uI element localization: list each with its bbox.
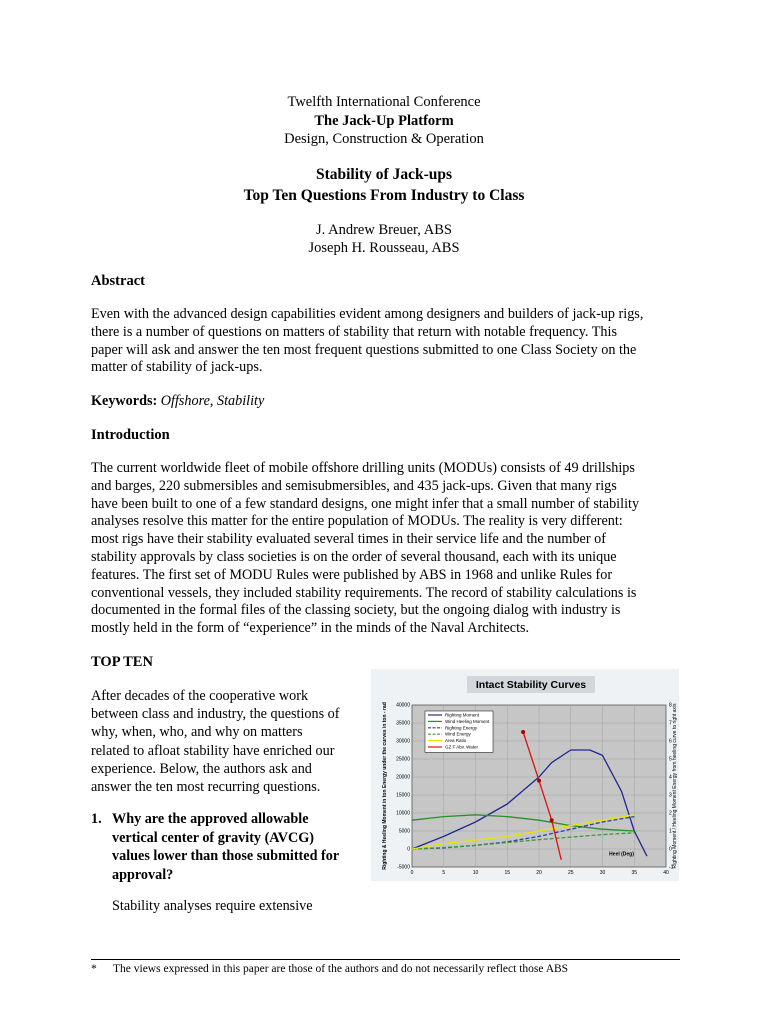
abstract-body [91,306,681,377]
text-line: Even with the advanced design capabilities evident among designers and builders of jack-up rigs, [91,306,644,322]
legend-label: GZ F Abv. Water [445,744,479,750]
text-line: have been built to one of a few standard designs, one might infer that a small number of stability [91,495,640,512]
platform-title: The Jack-Up Platform [314,113,454,129]
author-1: J. Andrew Breuer, ABS [316,222,452,238]
text-line: matter of stability of jack-ups. [91,359,263,376]
x-tick-label: 10 [472,870,479,876]
x-tick-label: 25 [567,870,574,876]
abstract-heading: Abstract [91,273,145,289]
y-tick-label: 35000 [396,720,410,727]
x-tick-label: 35 [631,870,638,876]
y2-tick-label: 6 [669,738,672,745]
conference-name: Twelfth International Conference [287,94,481,110]
text-line: mostly held in the form of “experience” in the minds of the Naval Architects. [91,620,530,637]
footnote-rule [91,959,680,960]
text-line: The current worldwide fleet of mobile offshore drilling units (MODUs) consists of 49 drillships [91,460,635,476]
y-tick-label: 5000 [398,828,410,835]
x-tick-label: 20 [536,870,542,876]
chart-title: Intact Stability Curves [475,679,587,691]
text-line: vertical center of gravity (AVCG) [112,829,314,846]
text-line: documented in the formal files of the classing society, but the ongoing dialog with industry is [91,602,621,619]
chart-svg [371,669,679,881]
y2-tick-label: 1 [669,828,672,835]
text-line: between class and industry, the questions of [91,706,340,723]
text-line: conventional vessels, they included stability requirements. The record of stability calculations is [91,584,637,601]
legend-label: Wind Energy [445,731,471,737]
text-line: approval? [112,866,174,883]
text-line: paper will ask and answer the ten most frequent questions submitted to one Class Society on the [91,341,637,358]
legend-label: Righting Energy [445,725,478,731]
y-tick-label: 0 [407,846,410,853]
y-tick-label: 25000 [396,756,410,763]
series-point [550,818,554,822]
text-line: and barges, 220 submersibles and semisubmersibles, and 435 jack-ups. Given that many rigs [91,477,617,494]
author-2: Joseph H. Rousseau, ABS [308,240,460,256]
y2-tick-label: 5 [669,756,672,763]
introduction-heading: Introduction [91,427,170,443]
y-tick-label: 30000 [396,738,410,745]
answer-start: Stability analyses require extensive [112,898,313,914]
y-tick-label: -5000 [397,864,410,871]
chart-legend [425,711,493,752]
topten-body [91,687,366,796]
legend-label: Righting Moment [445,712,480,718]
x-tick-label: 0 [410,870,414,876]
paper-title-line1: Stability of Jack-ups [315,166,453,183]
paper-title-line2: Top Ten Questions From Industry to Class [243,187,525,204]
chart-y2label: Righting Moment / Heeling Moment Energy from heeling curve to right axis [672,703,678,869]
text-line: most rigs have their stability evaluated several times in their service life and the number of [91,531,606,548]
stability-chart [371,669,679,881]
text-line: answer the ten most recurring questions. [91,779,321,796]
chart-xlabel: Heel (Deg) [609,851,634,858]
y2-tick-label: -1 [669,864,674,871]
text-line: values lower than those submitted for [112,848,340,864]
series-point [537,779,541,783]
x-tick-label: 5 [442,870,446,876]
keywords-value: Offshore, Stability [160,393,265,409]
y2-tick-label: 7 [669,720,672,727]
y2-tick-label: 4 [669,774,672,781]
text-line: features. The first set of MODU Rules were published by ABS in 1968 and unlike Rules for [91,566,613,583]
keywords-line [91,393,681,411]
text-line: related to afloat stability have enriched our [91,742,335,759]
text-line: experience. Below, the authors ask and [91,760,312,777]
conference-subtitle: Design, Construction & Operation [284,131,484,147]
footnote-mark: * [91,963,97,975]
topten-heading: TOP TEN [91,654,153,670]
chart-ylabel: Righting & Heeling Moment in ton Energy under the curves in ton - rad [382,702,388,870]
text-line: After decades of the cooperative work [91,688,309,704]
text-line: analyses resolve this matter for the entire population of MODUs. The reality is very different: [91,513,623,530]
y-tick-label: 40000 [396,702,410,709]
footnote-text: The views expressed in this paper are those of the authors and do not necessarily reflect those ABS [113,963,569,975]
text-line: why, when, who, and why on matters [91,724,303,741]
introduction-body [91,460,681,638]
keywords-label: Keywords: [91,393,158,409]
x-tick-label: 40 [663,870,669,876]
x-tick-label: 30 [599,870,606,876]
y2-tick-label: 3 [669,792,672,799]
y-tick-label: 10000 [396,810,410,817]
legend-label: Area Ratio [445,738,467,744]
question-1 [112,810,372,884]
legend-label: Wind Heeling Moment [445,718,490,724]
series-point [521,730,525,734]
text-line: there is a number of questions on matters of stability that return with notable frequency. This [91,323,617,340]
y-tick-label: 20000 [396,774,410,781]
text-line: stability approvals by class societies is on the order of several thousand, each with its unique [91,548,617,565]
x-tick-label: 15 [504,870,511,876]
y2-tick-label: 2 [669,810,672,817]
question-number: 1. [91,811,102,827]
text-line: Why are the approved allowable [112,811,309,827]
y2-tick-label: 8 [669,702,672,709]
y-tick-label: 15000 [396,792,410,799]
y2-tick-label: 0 [669,846,672,853]
